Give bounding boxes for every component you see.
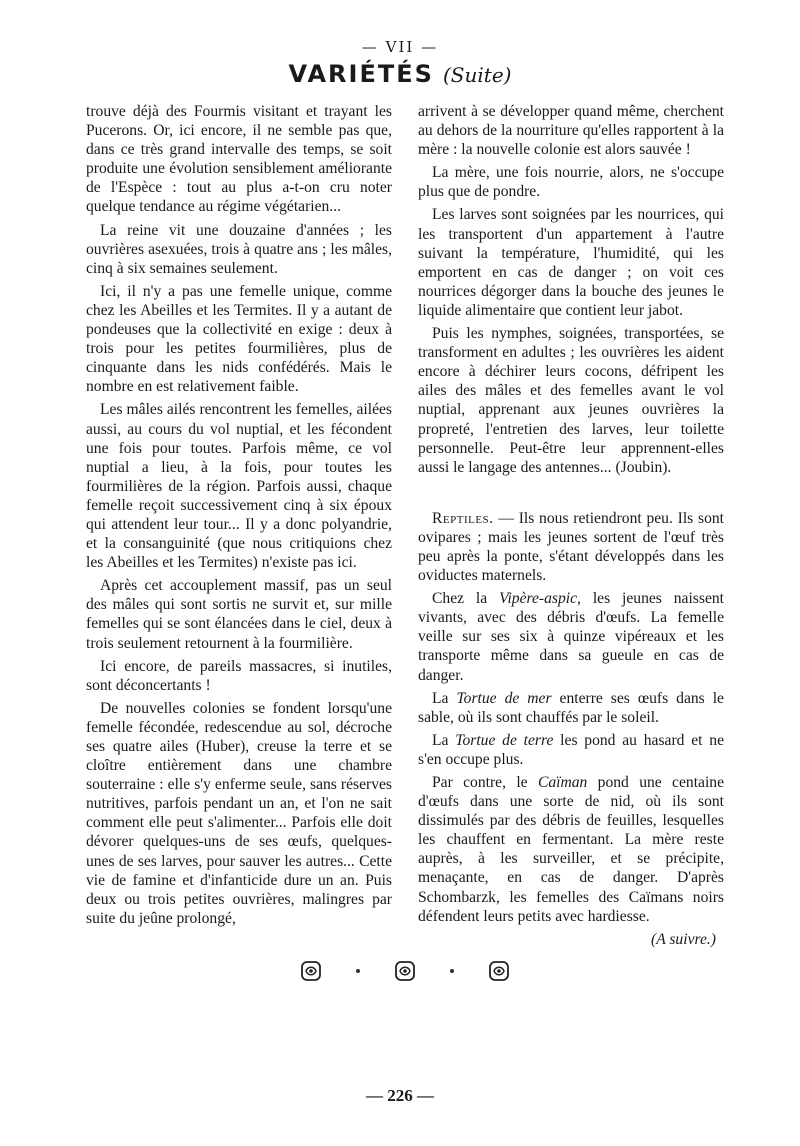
section-title [0,60,800,88]
paragraph: arrivent à se développer quand même, cherchent au dehors de la nourriture qu'elles rapportent à la mère : la nouvelle colonie est alors sauvée ! [418,103,724,159]
fleuron-ornament-icon [300,960,322,982]
paragraph: Les larves sont soignées par les nourrices, qui les transportent d'un appartement à l'autre suivant la température, l'humidité, qui les emportent en cas de danger ; on voit ces nourrices dégorger dans la bouche des jeunes le liquide alimentaire que contient leur jabot. [418,206,724,319]
species-name: Vipère-aspic [499,590,578,608]
title-main: VARIÉTÉS [288,60,434,88]
to-be-continued: (A suivre.) [651,930,716,948]
text-run: enterre ses œufs dans le sable, où ils sont chauffés par le soleil. [418,689,724,726]
section-gap [418,481,724,509]
text-run: les pond au hasard et ne s'en occupe plus. [418,731,724,768]
roman-page-number: — VII — [361,38,439,56]
fleuron-ornament-icon [394,960,416,982]
section-heading-reptiles: Reptiles. [432,509,494,527]
species-name: Tortue de mer [456,689,552,707]
reptiles-paragraph [418,509,724,585]
paragraph-tortue-mer [418,689,724,727]
paragraph: La mère, une fois nourrie, alors, ne s'occupe plus que de pondre. [418,164,724,201]
page-number: — 226 — [366,1086,434,1105]
text-run: Par contre, le [432,774,538,791]
text-run: La [432,689,457,707]
paragraph: trouve déjà des Fourmis visitant et trayant les Pucerons. Or, ici encore, il ne semble pas que, dans ce très grand intervalle des temps, se soit produite une évolution sensiblement améliorante de l'Espèce : tout au plus a-t-on cru noter quelque tendance au régime végétarien... [86,103,392,216]
paragraph: La reine vit une douzaine d'années ; les ouvrières asexuées, trois à quatre ans ; les mâles, cinq à six semaines seulement. [86,221,392,277]
right-column [418,102,724,949]
paragraph-vipere [418,589,724,684]
separator-dot [356,969,360,973]
species-name: Caïman [537,774,588,791]
paragraph: Ici encore, de pareils massacres, si inutiles, sont déconcertants ! [86,657,392,694]
text-run: La [432,731,456,749]
text-run: Chez la [432,590,500,608]
text-run: , les jeunes naissent vivants, avec des débris d'œufs. La femelle veille sur ses six à quinze vipéreaux et les transporte même dans sa gueule en cas de danger. [418,590,724,684]
species-name: Tortue de terre [455,731,554,749]
paragraph-caiman [418,773,724,926]
reptiles-intro: — Ils nous retiendront peu. Ils sont ovipares ; mais les jeunes sortent de l'œuf très peu après la ponte, s'étant développés dans les oviductes maternels. [418,509,724,585]
paragraph: De nouvelles colonies se fondent lorsqu'une femelle fécondée, redescendue au sol, décroche ses quatre ailes (Huber), creuse la terre et se cloître entièrement dans une chambre souterraine : elle s'y enferme seule, sans réserves nutritives, parfois pendant un an, et l'on ne sait comment elle peut s'alimenter... Parfois elle doit dévorer quelques-uns de ses œufs, quelques-unes de ses larves, pour sauver les autres... Cette vie de famine et d'infanticide dure un an. Puis deux ou trois petites ouvrières, malingres par suite du jeûne prolongé, [86,699,392,927]
paragraph: Les mâles ailés rencontrent les femelles, ailées aussi, au cours du vol nuptial, et les fécondent une fois pour toutes. Parfois même, ce vol nuptial a lieu, à la fois, pour toutes les fourmilières de la région. Parfois aussi, chaque femelle reçoit successivement cinq à six époux qui attendent leur tour... Il y a donc polyandrie, et la consanguinité (que nous critiquions chez les Abeilles et les Termites) n'existe pas ici. [86,401,392,572]
paragraph-tortue-terre [418,731,724,769]
ornament-row [300,960,510,982]
fleuron-ornament-icon [488,960,510,982]
title-subtitle: (Suite) [443,63,512,87]
paragraph: Après cet accouplement massif, pas un seul des mâles qui sont sortis ne survit et, sur mille femelles qui se sont élancées dans le ciel, deux à trois seulement retournent à la fourmilière. [86,577,392,652]
left-column [86,102,392,932]
paragraph: Puis les nymphes, soignées, transportées, se transforment en adultes ; les ouvrières les aident encore à déchirer leurs cocons, défripent les ailes des mâles et des femelles avant le vol nuptial, apprenant aux jeunes ouvrières la propreté, l'entretien des larves, leur toilette personnelle. Peut-être leur apprennent-elles aussi le langage des antennes... (Joubin). [418,325,724,476]
paragraph: Ici, il n'y a pas une femelle unique, comme chez les Abeilles et les Termites. Il y a autant de pondeuses que la collectivité en exige : deux à trois pour les petites fourmilières, plus de cinquante dans les nids confédérés. Mais le nombre en est relativement faible. [86,282,392,396]
separator-dot [450,969,454,973]
text-run: pond une centaine d'œufs dans une sorte de nid, où ils sont dissimulés par des débris de feuilles, lesquelles les chauffent en fermentant. La mère reste auprès, à les surveiller, et se précipite, menaçante, en cas de danger. D'après Schombarzk, les femelles des Caïmans noirs défendent leurs petits avec hardiesse. [418,774,724,925]
